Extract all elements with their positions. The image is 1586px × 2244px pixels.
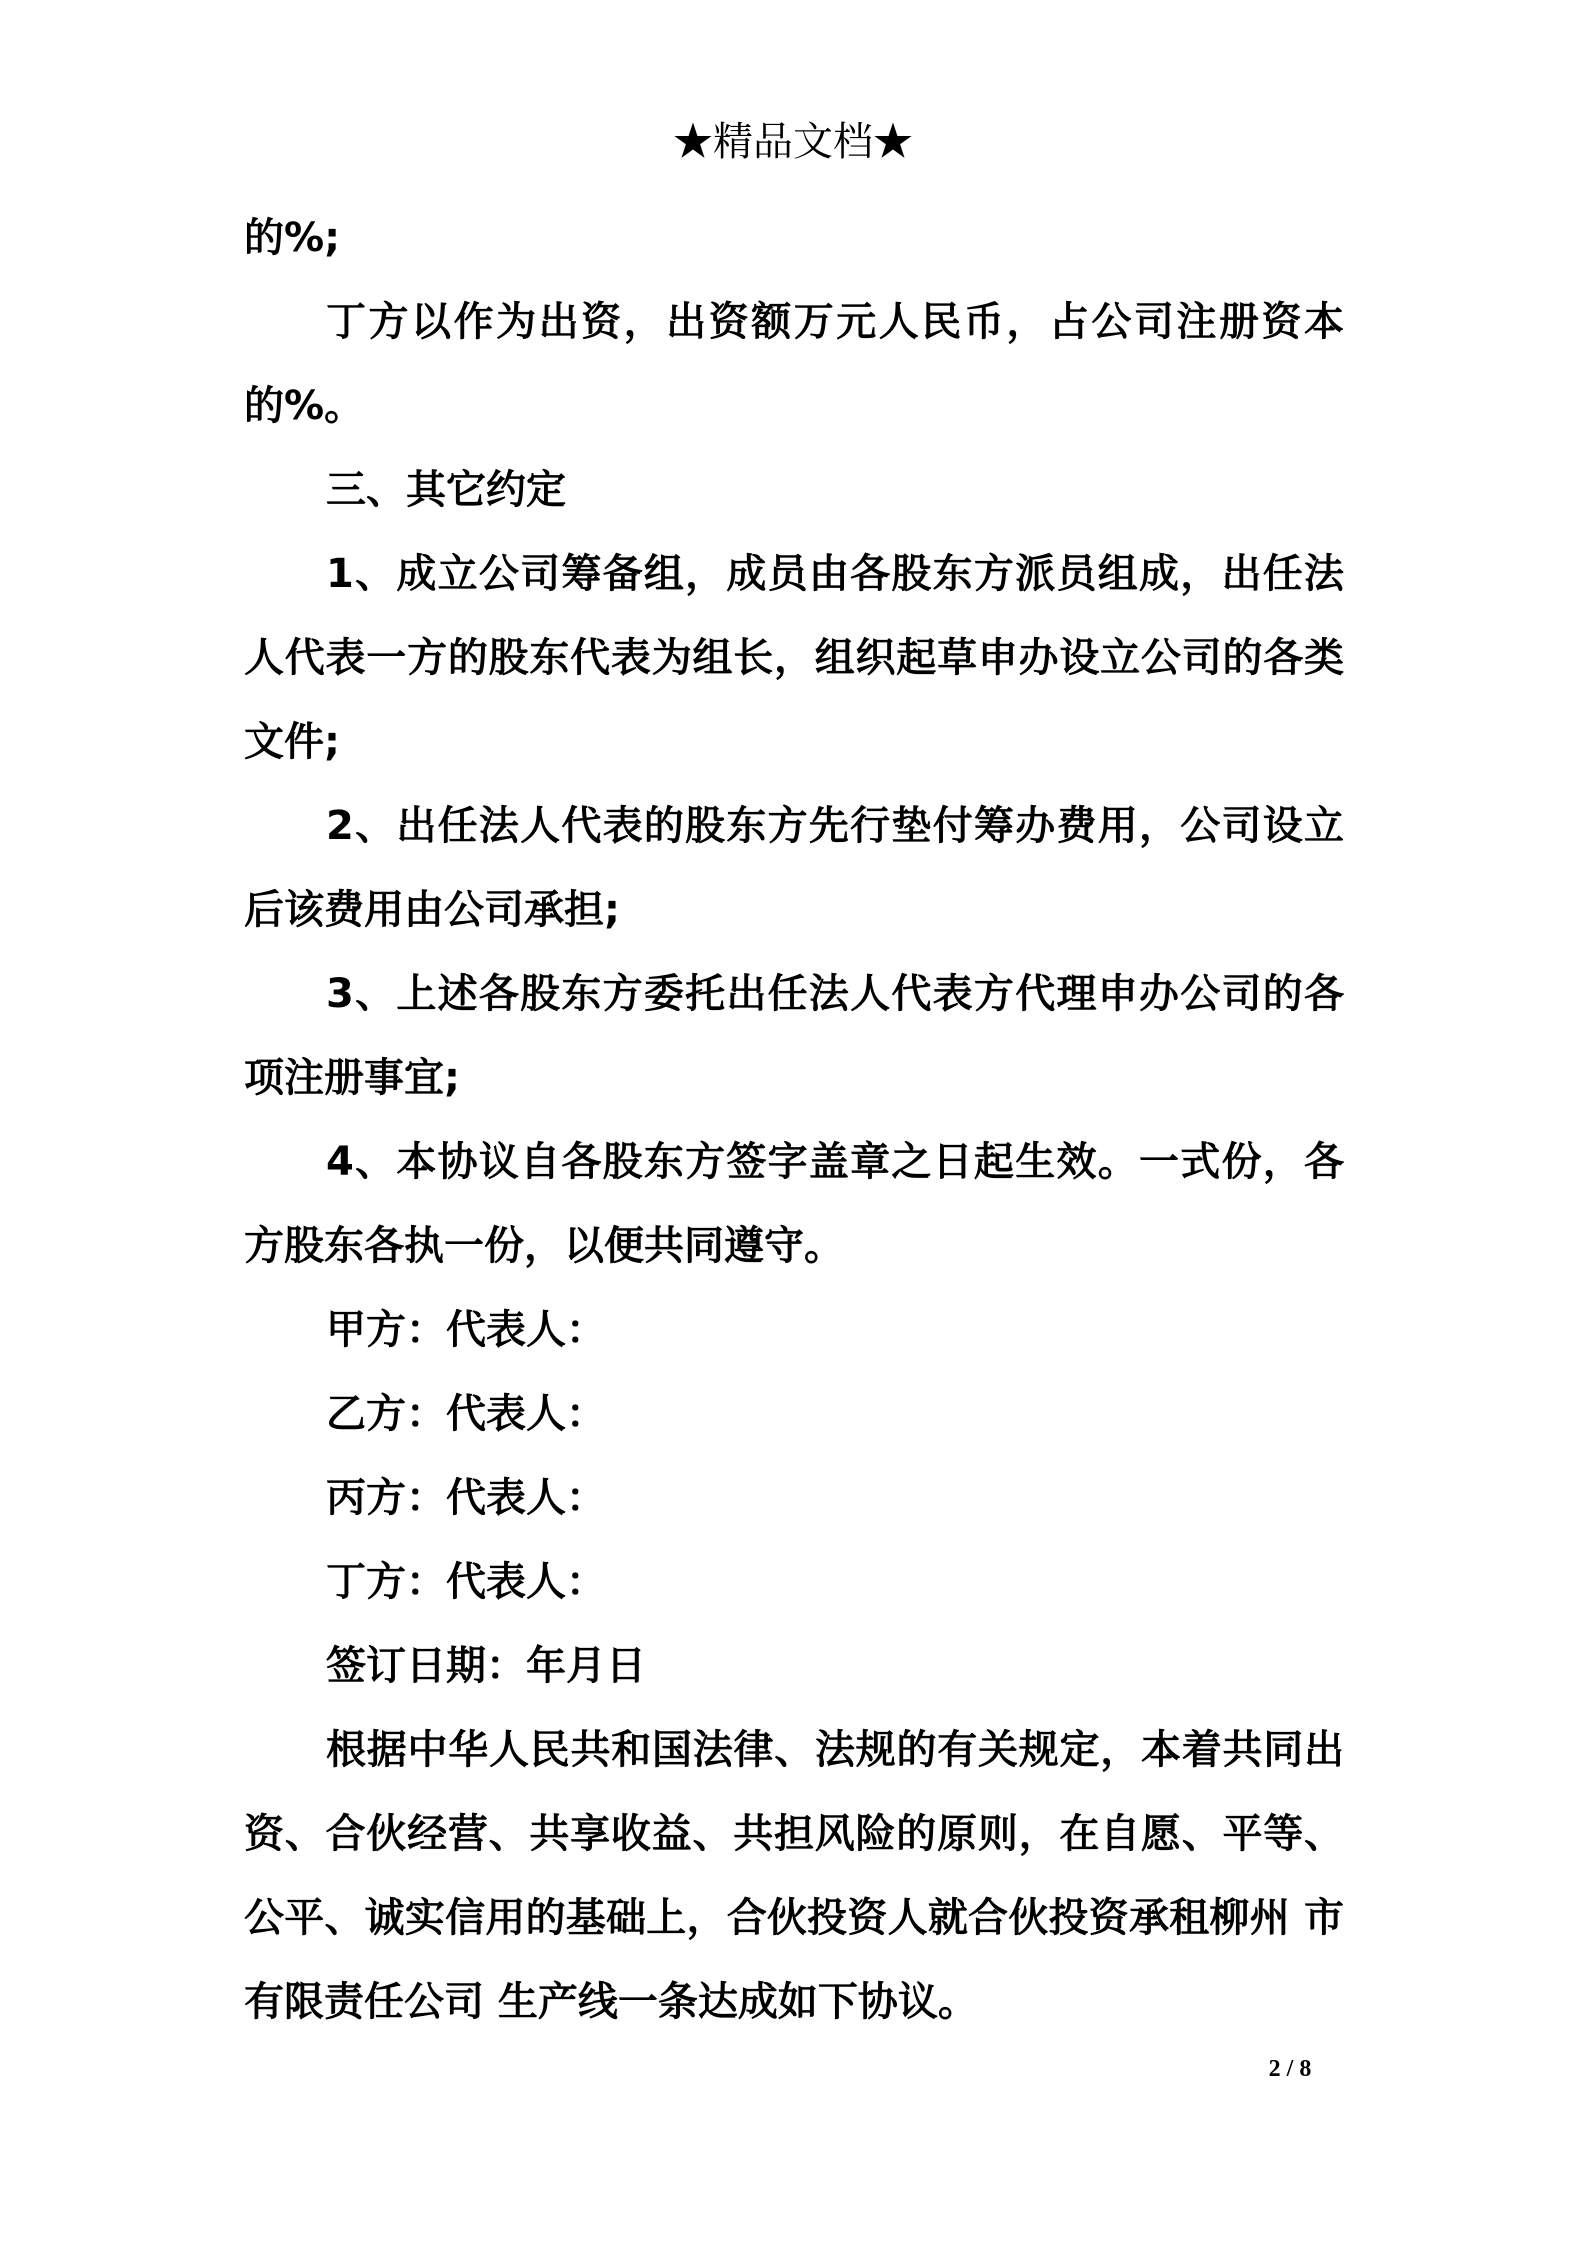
document-header-title: ★精品文档★ — [673, 119, 913, 165]
paragraph: 4、本协议自各股东方签字盖章之日起生效。一式份，各方股东各执一份，以便共同遵守。 — [244, 1139, 1344, 1269]
signing-date-line: 签订日期：年月日 — [326, 1643, 646, 1689]
paragraph: 根据中华人民共和国法律、法规的有关规定，本着共同出资、合伙经营、共享收益、共担风险的原则，在自愿、平等、公平、诚实信用的基础上，合伙投资人就合伙投资承租柳州 市 有限责任公司 生产线一条达成如下协议。 — [244, 1727, 1344, 2025]
signature-line-party-d: 丁方：代表人： — [326, 1559, 606, 1605]
paragraph: 3、上述各股东方委托出任法人代表方代理申办公司的各项注册事宜; — [244, 971, 1344, 1101]
paragraph: 2、出任法人代表的股东方先行垫付筹办费用，公司设立后该费用由公司承担; — [244, 803, 1344, 933]
page-number: 2 / 8 — [1268, 2056, 1312, 2082]
paragraph: 丁方以作为出资，出资额万元人民币，占公司注册资本的%。 — [244, 299, 1344, 429]
signature-line-party-c: 丙方：代表人： — [326, 1475, 606, 1521]
signature-line-party-a: 甲方：代表人： — [326, 1307, 606, 1353]
paragraph: 1、成立公司筹备组，成员由各股东方派员组成，出任法人代表一方的股东代表为组长，组织起草申办设立公司的各类文件; — [244, 551, 1344, 765]
section-heading: 三、其它约定 — [326, 467, 566, 513]
paragraph: 的%; — [244, 215, 341, 261]
document-body — [244, 196, 1344, 2044]
signature-line-party-b: 乙方：代表人： — [326, 1391, 606, 1437]
